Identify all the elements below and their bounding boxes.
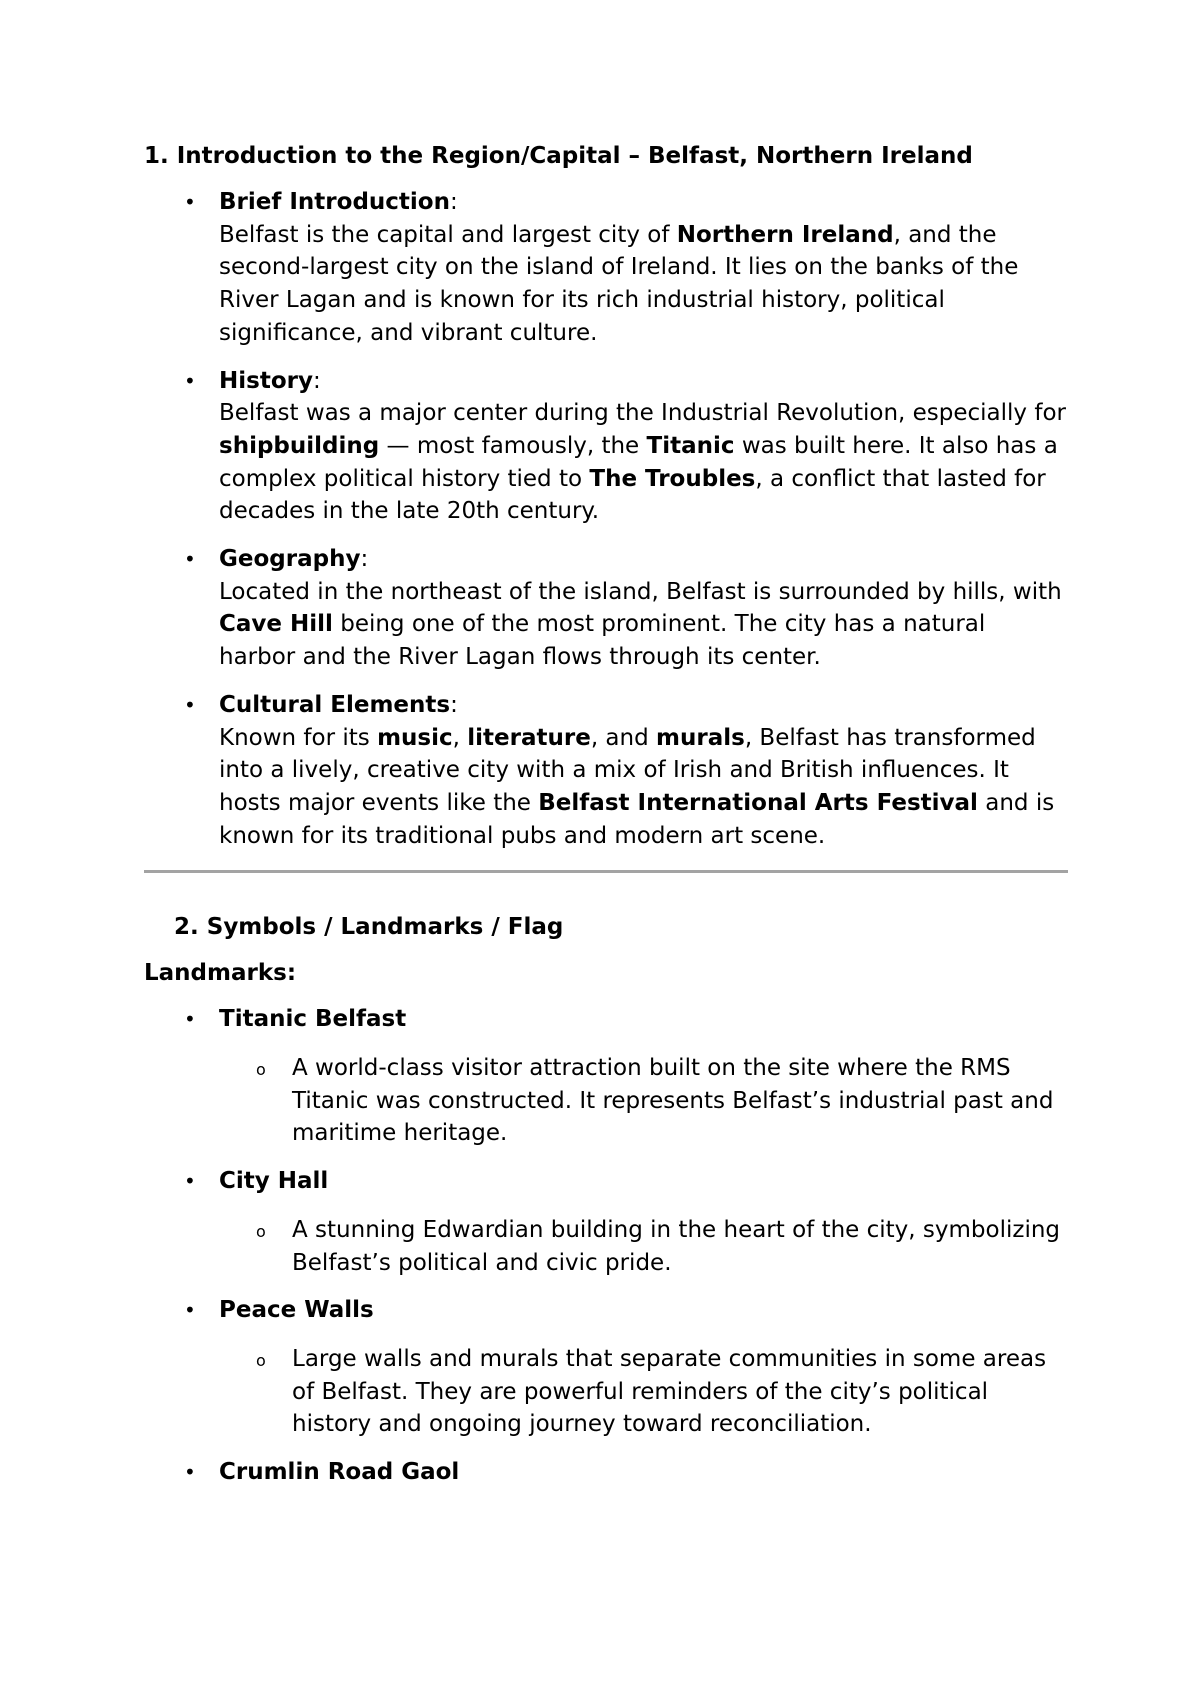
landmark-sub-list xyxy=(219,1343,1068,1441)
item-text: was built here. It also has a complex political history tied to xyxy=(219,432,1058,492)
label-colon: : xyxy=(360,546,369,573)
label-colon: : xyxy=(312,367,321,394)
item-text: Belfast was a major center during the Industrial Revolution, especially for xyxy=(219,400,1066,427)
item-text: Located in the northeast of the island, Belfast is surrounded by hills, with xyxy=(219,578,1062,605)
item-text: being one of the most prominent. The city has a natural harbor and the River Lagan flows through its center. xyxy=(219,611,986,671)
section-2-heading: 2. Symbols / Landmarks / Flag xyxy=(174,914,564,941)
landmark-description xyxy=(219,1214,1068,1279)
landmark-sub-list xyxy=(219,1214,1068,1279)
landmark-description xyxy=(219,1343,1068,1441)
landmark-name: Crumlin Road Gaol xyxy=(219,1459,460,1486)
landmark-name: Peace Walls xyxy=(219,1297,374,1324)
item-bold-text: music xyxy=(377,724,453,751)
item-text: Known for its xyxy=(219,724,378,751)
horizontal-divider xyxy=(144,870,1068,873)
item-text: , xyxy=(452,724,468,751)
item-label: History xyxy=(219,367,313,394)
landmark-peace-walls xyxy=(144,1294,1068,1441)
landmark-sub-list xyxy=(219,1052,1068,1150)
item-bold-text: Cave Hill xyxy=(219,611,333,638)
landmark-name: City Hall xyxy=(219,1168,329,1195)
section-1-list xyxy=(144,186,1068,852)
circle-bullet-icon: o xyxy=(256,1350,266,1370)
bullet-icon: • xyxy=(184,1460,196,1485)
landmarks-list xyxy=(144,1003,1068,1488)
landmark-desc-text: Large walls and murals that separate communities in some areas of Belfast. They are powerful reminders of the city’s political history and ongoing journey toward reconciliation. xyxy=(292,1345,1047,1438)
item-bold-text: Belfast International Arts Festival xyxy=(538,789,978,816)
item-bold-text: The Troubles xyxy=(589,465,756,492)
circle-bullet-icon: o xyxy=(256,1221,266,1241)
list-item-brief-introduction xyxy=(144,186,1068,350)
circle-bullet-icon: o xyxy=(256,1060,266,1080)
landmark-crumlin-road-gaol xyxy=(144,1456,1068,1489)
document-page xyxy=(144,140,1068,1504)
landmarks-subheading: Landmarks: xyxy=(144,960,297,987)
item-label: Geography xyxy=(219,546,361,573)
bullet-icon: • xyxy=(184,190,196,214)
item-bold-text: Northern Ireland xyxy=(676,221,894,248)
item-label: Cultural Elements xyxy=(219,691,451,718)
bullet-icon: • xyxy=(184,1169,196,1194)
bullet-icon: • xyxy=(184,1298,196,1323)
item-text: — most famously, the xyxy=(379,432,647,459)
item-text: Belfast is the capital and largest city of xyxy=(219,221,677,248)
item-text: , and the second-largest city on the island of Ireland. It lies on the banks of the River Lagan and is known for its rich industrial history, political significance, and vibrant culture. xyxy=(219,221,1019,346)
list-item-history xyxy=(144,365,1068,529)
item-bold-text: murals xyxy=(656,724,745,751)
label-colon: : xyxy=(450,691,458,718)
landmark-titanic-belfast xyxy=(144,1003,1068,1150)
item-label: Brief Introduction xyxy=(219,189,450,215)
bullet-icon: • xyxy=(184,368,196,393)
bullet-icon: • xyxy=(184,547,196,572)
item-text: and is known for its traditional pubs and modern art scene. xyxy=(219,789,1055,849)
bullet-icon: • xyxy=(184,692,196,717)
item-bold-text: shipbuilding xyxy=(219,432,380,459)
bullet-icon: • xyxy=(184,1007,196,1032)
label-colon: : xyxy=(449,189,458,215)
list-item-cultural-elements xyxy=(144,689,1068,853)
item-bold-text: literature xyxy=(467,724,591,751)
item-text: , a conflict that lasted for decades in the late 20th century. xyxy=(219,465,1046,525)
landmark-name: Titanic Belfast xyxy=(219,1006,407,1033)
item-text: , Belfast has transformed into a lively, creative city with a mix of Irish and British influences. It hosts major events like the xyxy=(219,724,1036,816)
item-bold-text: Titanic xyxy=(646,432,735,459)
item-text: , and xyxy=(590,724,657,751)
landmark-desc-text: A stunning Edwardian building in the heart of the city, symbolizing Belfast’s political and civic pride. xyxy=(292,1216,1061,1276)
landmark-desc-text: A world-class visitor attraction built on the site where the RMS Titanic was constructed. It represents Belfast’s industrial past and maritime heritage. xyxy=(292,1055,1054,1147)
list-item-geography xyxy=(144,543,1068,674)
landmark-city-hall xyxy=(144,1165,1068,1279)
landmark-description xyxy=(219,1052,1068,1150)
section-1-heading: 1. Introduction to the Region/Capital – Belfast, Northern Ireland xyxy=(144,143,973,169)
